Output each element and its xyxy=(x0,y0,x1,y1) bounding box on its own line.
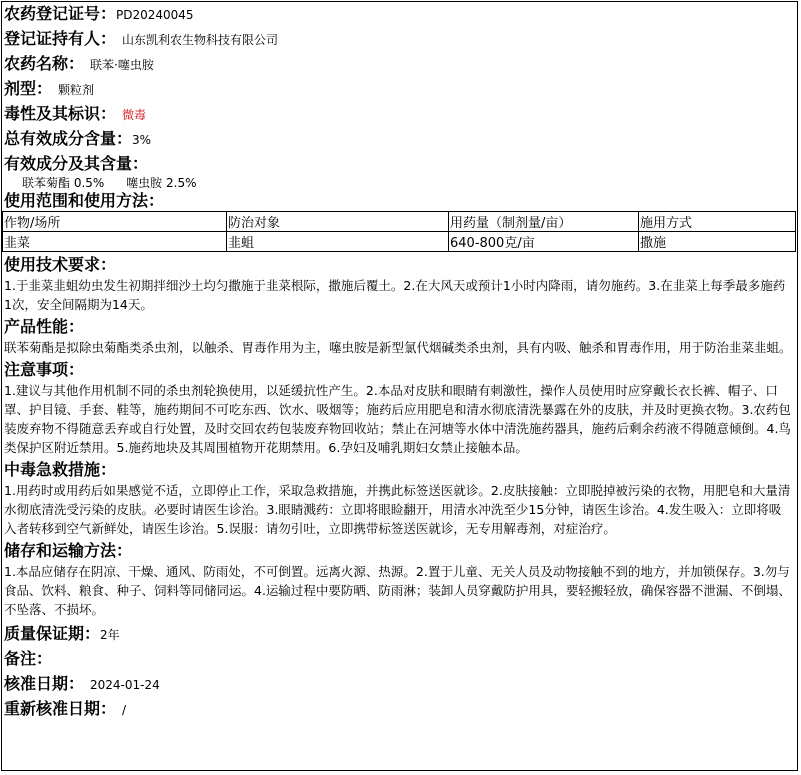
remarks-row xyxy=(4,647,795,672)
pesticide-name-value: 联苯·噻虫胺 xyxy=(90,58,154,72)
performance-label: 产品性能： xyxy=(4,317,85,336)
holder-value: 山东凯利农生物科技有限公司 xyxy=(122,33,279,47)
formulation-row xyxy=(4,77,795,102)
ingredients-list xyxy=(4,175,795,191)
technical-requirements-label: 使用技术要求： xyxy=(4,255,117,274)
ingredient-item xyxy=(126,176,196,190)
performance-text: 联苯菊酯是拟除虫菊酯类杀虫剂，以触杀、胃毒作用为主，噻虫胺是新型氯代烟碱类杀虫剂，具有内吸、触杀和胃毒作用，用于防治韭菜韭蛆。 xyxy=(4,340,792,355)
usage-header-cell: 作物/场所 xyxy=(3,212,227,232)
precautions-label: 注意事项： xyxy=(4,360,85,379)
ingredients-heading xyxy=(4,152,795,175)
shelf-life-label: 质量保证期： xyxy=(4,624,101,643)
precautions-text: 1.建议与其他作用机制不同的杀虫剂轮换使用，以延缓抗性产生。2.本品对皮肤和眼睛有刺激性，操作人员使用时应穿戴长衣长裤、帽子、口罩、护目镜、手套、鞋等，施药期间不可吃东西、饮水、吸烟等；施药后应用肥皂和清水彻底清洗暴露在外的皮肤，并及时更换衣物。3.农药包装废弃物不得随意丢弃或自行处置，及时交回农药包装废弃物回收站；禁止在河塘等水体中清洗施药器具，施药后剩余药液不得随意倾倒。4.鸟类保护区附近禁用。5.施药地块及其周围植物开花期禁用。6.孕妇及哺乳期妇女禁止接触本品。 xyxy=(4,383,791,455)
storage-text: 1.本品应储存在阴凉、干燥、通风、防雨处，不可倒置。远离火源、热源。2.置于儿童、无关人员及动物接触不到的地方，并加锁保存。3.勿与食品、饮料、粮食、种子、饲料等同储同运。4.运输过程中要防晒、防雨淋；装卸人员穿戴防护用具，要轻搬轻放，确保容器不泄漏、不倒塌、不坠落、不损坏。 xyxy=(4,564,791,617)
ingredients-label: 有效成分及其含量： xyxy=(4,154,149,173)
usage-table-header-row xyxy=(3,212,796,232)
registration-number-row xyxy=(4,2,795,27)
ingredient-name: 联苯菊酯 xyxy=(22,176,71,190)
technical-requirements-heading xyxy=(4,254,795,276)
ingredient-name: 噻虫胺 xyxy=(126,176,163,190)
usage-heading xyxy=(4,191,795,211)
formulation-value: 颗粒剂 xyxy=(58,83,95,97)
shelf-life-value: 2年 xyxy=(100,628,120,642)
usage-cell-target: 韭蛆 xyxy=(227,232,449,252)
reapproval-date-label: 重新核准日期： xyxy=(4,699,117,718)
usage-table-row xyxy=(3,232,796,252)
usage-header-cell: 用药量（制剂量/亩） xyxy=(449,212,639,232)
first-aid-label: 中毒急救措施： xyxy=(4,460,117,479)
remarks-label: 备注： xyxy=(4,649,53,668)
toxicity-row xyxy=(4,102,795,127)
pesticide-name-row xyxy=(4,52,795,77)
toxicity-value: 微毒 xyxy=(122,108,147,122)
usage-cell-crop: 韭菜 xyxy=(3,232,227,252)
pesticide-name-label: 农药名称： xyxy=(4,54,85,73)
usage-header-cell: 防治对象 xyxy=(227,212,449,232)
holder-label: 登记证持有人： xyxy=(4,29,117,48)
first-aid-text: 1.用药时或用药后如果感觉不适，立即停止工作，采取急救措施，并携此标签送医就诊。2.皮肤接触：立即脱掉被污染的衣物，用肥皂和大量清水彻底清洗受污染的皮肤。必要时请医生诊治。3.眼睛溅药：立即将眼睑翻开，用清水冲洗至少15分钟，请医生诊治。4.发生吸入：立即将吸入者转移到空气新鲜处，请医生诊治。5.误服：请勿引吐，立即携带标签送医就诊，无专用解毒剂，对症治疗。 xyxy=(4,483,791,536)
total-content-label: 总有效成分含量： xyxy=(4,129,133,148)
usage-header-cell: 施用方式 xyxy=(639,212,796,232)
approval-date-value: 2024-01-24 xyxy=(90,678,160,692)
precautions-heading xyxy=(4,359,795,381)
reapproval-date-row xyxy=(4,697,795,722)
usage-cell-dosage: 640-800克/亩 xyxy=(449,232,639,252)
approval-date-label: 核准日期： xyxy=(4,674,85,693)
usage-label: 使用范围和使用方法： xyxy=(4,191,165,210)
holder-row xyxy=(4,27,795,52)
registration-number-label: 农药登记证号： xyxy=(4,4,117,23)
storage-heading xyxy=(4,540,795,562)
pesticide-label-document xyxy=(1,1,798,771)
first-aid-heading xyxy=(4,459,795,481)
ingredient-content: 2.5% xyxy=(166,176,197,190)
ingredient-item xyxy=(22,176,104,190)
ingredient-content: 0.5% xyxy=(73,176,105,190)
technical-requirements-text: 1.于韭菜韭蛆幼虫发生初期拌细沙土均匀撒施于韭菜根际，撒施后覆土。2.在大风天或预计1小时内降雨，请勿施药。3.在韭菜上每季最多施药1次，安全间隔期为14天。 xyxy=(4,278,786,312)
approval-date-row xyxy=(4,672,795,697)
total-content-row xyxy=(4,127,795,152)
performance-heading xyxy=(4,316,795,338)
storage-label: 储存和运输方法： xyxy=(4,541,133,560)
total-content-value: 3% xyxy=(132,133,152,147)
reapproval-date-value: / xyxy=(122,703,127,717)
toxicity-label: 毒性及其标识： xyxy=(4,104,117,123)
formulation-label: 剂型： xyxy=(4,79,53,98)
usage-cell-method: 撒施 xyxy=(639,232,796,252)
shelf-life-row xyxy=(4,622,795,647)
registration-number-value: PD20240045 xyxy=(116,8,194,22)
usage-table xyxy=(2,211,796,252)
